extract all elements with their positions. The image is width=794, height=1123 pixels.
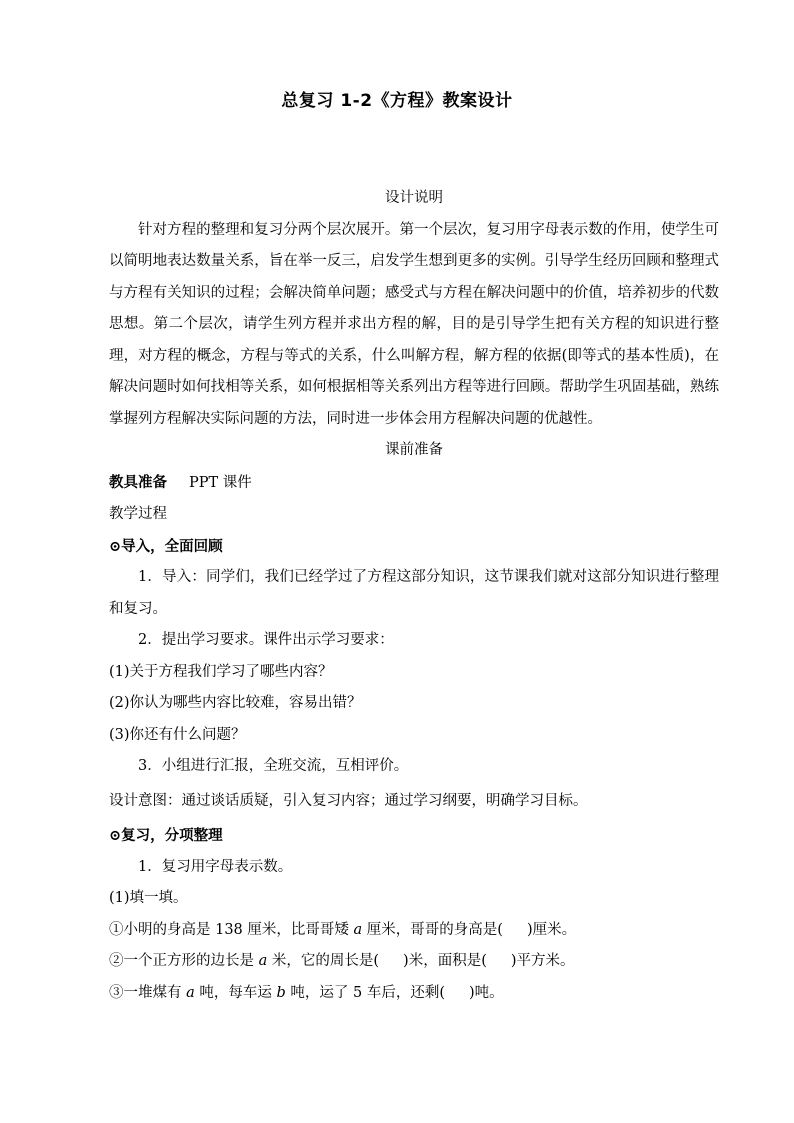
- process-heading: 教学过程: [109, 506, 167, 522]
- part1-item1: 1．导入：同学们，我们已经学过了方程这部分知识，这节课我们就对这部分知识进行整理和复习。: [109, 569, 719, 617]
- part2-heading: ⊙复习，分项整理: [109, 827, 223, 844]
- variable-a: a: [353, 921, 363, 938]
- part1-item3: 3．小组进行汇报，全班交流，互相评价。: [138, 758, 409, 774]
- part2-item1: 1．复习用字母表示数。: [138, 858, 293, 875]
- exercise-3: ③一堆煤有 a 吨，每车运 b 吨，运了 5 车后，还剩( )吨。: [109, 984, 504, 1001]
- design-note-heading: 设计说明: [385, 190, 443, 206]
- part1-item2: 2．提出学习要求。课件出示学习要求：: [138, 632, 394, 648]
- document-body: [109, 183, 719, 1009]
- design-intent: 设计意图：通过谈话质疑，引入复习内容；通过学习纲要，明确学习目标。: [109, 792, 588, 809]
- teaching-aids-label: 教具准备: [109, 473, 167, 491]
- part2-sub1: (1)填一填。: [109, 890, 188, 906]
- variable-b: b: [276, 984, 286, 1001]
- variable-a: a: [258, 953, 268, 969]
- design-note-paragraph: 针对方程的整理和复习分两个层次展开。第一个层次，复习用字母表示数的作用，使学生可以简明地表达数量关系，旨在举一反三，启发学生想到更多的实例。引导学生经历回顾和整理式与方程有关知识的过程；会解决简单问题；感受式与方程在解决问题中的价值，培养初步的代数思想。第二个层次，请学生列方程并求出方程的解，目的是引导学生把有关方程的知识进行整理，对方程的概念，方程与等式的关系，什么叫解方程，解方程的依据(即等式的基本性质)，在解决问题时如何找相等关系，如何根据相等关系列出方程等进行回顾。帮助学生巩固基础，熟练掌握列方程解决实际问题的方法，同时进一步体会用方程解决问题的优越性。: [109, 221, 719, 427]
- teaching-aids-line: [109, 467, 719, 500]
- part1-heading: ⊙导入，全面回顾: [109, 537, 223, 555]
- teaching-aids-value: PPT 课件: [189, 474, 252, 491]
- document-title: 总复习 1-2《方程》教案设计: [281, 91, 513, 111]
- exercise-1: ①小明的身高是 138 厘米，比哥哥矮 a 厘米，哥哥的身高是( )厘米。: [109, 921, 577, 938]
- part1-question3: (3)你还有什么问题？: [109, 726, 246, 743]
- prep-heading: 课前准备: [385, 442, 443, 458]
- variable-a: a: [186, 984, 195, 1001]
- part1-question2: (2)你认为哪些内容比较难，容易出错？: [109, 695, 362, 711]
- exercise-2: ②一个正方形的边长是 a 米，它的周长是( )米，面积是( )平方米。: [109, 953, 575, 969]
- part1-question1: (1)关于方程我们学习了哪些内容？: [109, 663, 333, 680]
